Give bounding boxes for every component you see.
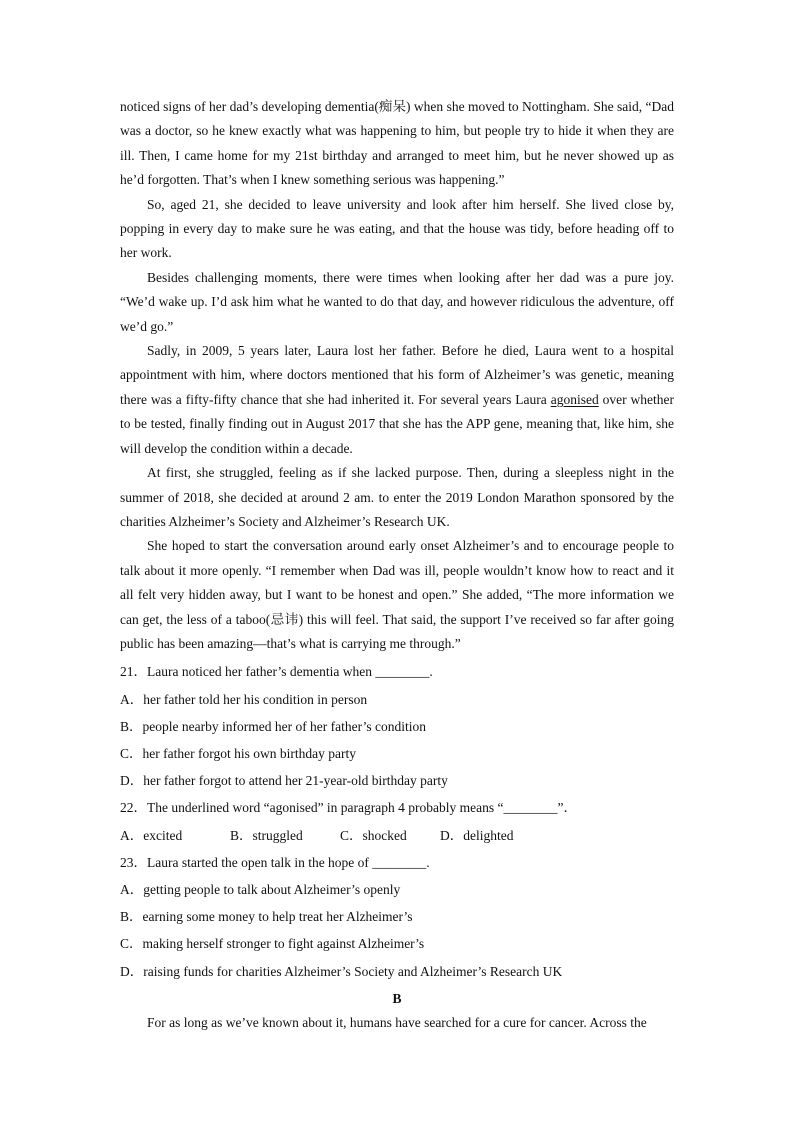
question-21-option-d: D．her father forgot to attend her 21-year-old birthday party	[120, 773, 448, 789]
question-22-option-a: A．excited	[120, 827, 183, 843]
document-page	[120, 95, 674, 1035]
question-21-stem: 21．Laura noticed her father’s dementia when ________.	[120, 664, 433, 680]
question-23-option-a: A．getting people to talk about Alzheimer’s openly	[120, 881, 401, 897]
question-23-option-b: B．earning some money to help treat her Alzheimer’s	[120, 909, 413, 925]
question-22-option-b: B．struggled	[230, 827, 303, 843]
question-23-option-d: D．raising funds for charities Alzheimer’s Society and Alzheimer’s Research UK	[120, 963, 563, 979]
question-22-option-d: D．delighted	[440, 827, 514, 843]
paragraph-5: At first, she struggled, feeling as if she lacked purpose. Then, during a sleepless night in the summer of 2018, she decided at around 2 am. to enter the 2019 London Marathon sponsored by the charities Alzheimer’s Society and Alzheimer’s Research UK.	[120, 465, 674, 529]
underlined-word: agonised	[550, 391, 599, 407]
paragraph-4-before: Sadly, in 2009, 5 years later, Laura lost her father. Before he died, Laura went to a hospital appointment with him, where doctors mentioned that his form of Alzheimer’s was genetic, meaning there was a fifty-fifty chance that she had inherited it. For several years Laura	[120, 343, 674, 407]
question-23-option-c: C．making herself stronger to fight against Alzheimer’s	[120, 936, 425, 952]
question-21-option-a: A．her father told her his condition in person	[120, 691, 368, 707]
question-21-option-b: B．people nearby informed her of her father’s condition	[120, 718, 427, 734]
section-b-first-line: For as long as we’ve known about it, humans have searched for a cure for cancer. Across the	[147, 1014, 647, 1030]
paragraph-3: Besides challenging moments, there were times when looking after her dad was a pure joy. “We’d wake up. I’d ask him what he wanted to do that day, and however ridiculous the adventure, off we’d go.”	[120, 269, 674, 334]
paragraph-4	[120, 339, 674, 461]
question-22-option-c: C．shocked	[340, 827, 407, 843]
question-22-stem: 22．The underlined word “agonised” in paragraph 4 probably means “________”．	[120, 800, 577, 816]
paragraph-1: noticed signs of her dad’s developing dementia(痴呆) when she moved to Nottingham. She said, “Dad was a doctor, so he knew exactly what was happening to him, but people try to hide it when they are ill. Then, I came home for my 21st birthday and arranged to meet him, but he never showed up as he’d forgotten. That’s when I knew something serious was happening.”	[120, 99, 674, 188]
question-23-stem: 23．Laura started the open talk in the hope of ________.	[120, 854, 430, 870]
paragraph-4-after: over whether to be tested, finally finding out in August 2017 that she has the APP gene, meaning that, like him, she will develop the condition within a decade.	[120, 391, 674, 456]
paragraph-2: So, aged 21, she decided to leave university and look after him herself. She lived close by, popping in every day to make sure he was eating, and that the house was tidy, before heading off to her work.	[120, 196, 674, 261]
question-22-options	[120, 822, 674, 849]
section-b-title: B	[392, 990, 402, 1006]
question-21-option-c: C．her father forgot his own birthday party	[120, 745, 356, 761]
paragraph-6: She hoped to start the conversation around early onset Alzheimer’s and to encourage people to talk about it more openly. “I remember when Dad was ill, people wouldn’t know how to react and it all felt very hidden away, but I want to be honest and open.” She added, “The more information we can get, the less of a taboo(忌讳) this will feel. That said, the support I’ve received so far after going public has been amazing—that’s what is carrying me through.”	[120, 538, 674, 651]
